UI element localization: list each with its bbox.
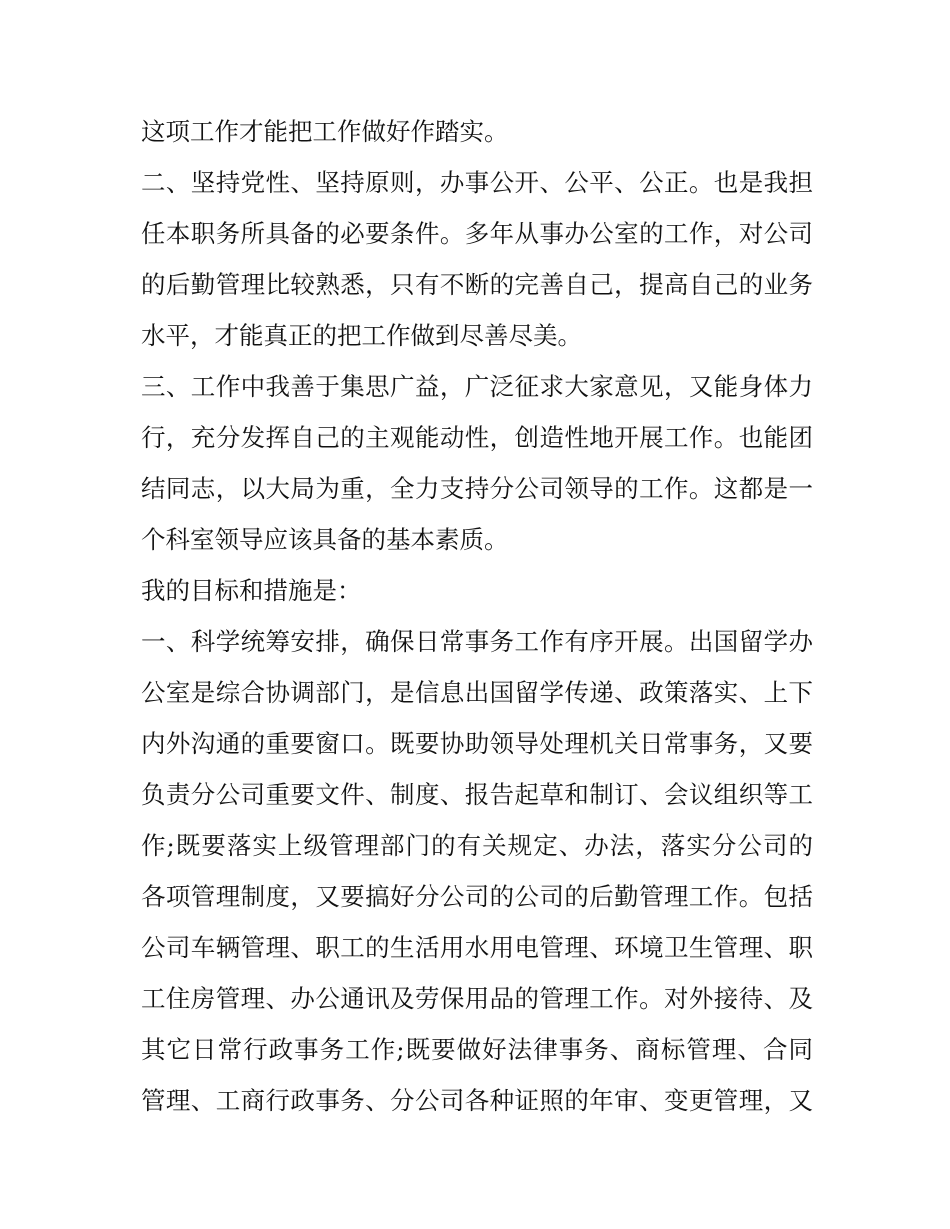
- text-line: 行，充分发挥自己的主观能动性，创造性地开展工作。也能团: [141, 423, 813, 452]
- text-line: 任本职务所具备的必要条件。多年从事办公室的工作，对公司: [141, 219, 813, 248]
- text-line: 公司车辆管理、职工的生活用水用电管理、环境卫生管理、职: [141, 933, 813, 962]
- text-line: 作;既要落实上级管理部门的有关规定、办法，落实分公司的: [141, 831, 813, 860]
- text-line: 其它日常行政事务工作;既要做好法律事务、商标管理、合同: [141, 1035, 813, 1064]
- text-line: 我的目标和措施是：: [141, 576, 362, 605]
- text-line: 结同志，以大局为重，全力支持分公司领导的工作。这都是一: [141, 474, 813, 503]
- text-line: 二、坚持党性、坚持原则，办事公开、公平、公正。也是我担: [141, 168, 813, 197]
- text-line: 管理、工商行政事务、分公司各种证照的年审、变更管理，又: [141, 1086, 813, 1115]
- text-line: 负责分公司重要文件、制度、报告起草和制订、会议组织等工: [141, 780, 813, 809]
- text-line: 一、科学统筹安排，确保日常事务工作有序开展。出国留学办: [141, 627, 813, 656]
- text-line: 工住房管理、办公通讯及劳保用品的管理工作。对外接待、及: [141, 984, 813, 1013]
- text-line: 的后勤管理比较熟悉，只有不断的完善自己，提高自己的业务: [141, 270, 813, 299]
- text-line: 各项管理制度，又要搞好分公司的公司的后勤管理工作。包括: [141, 882, 813, 911]
- text-line: 这项工作才能把工作做好作踏实。: [141, 117, 509, 146]
- document-body: [141, 106, 813, 1126]
- text-line: 公室是综合协调部门，是信息出国留学传递、政策落实、上下: [141, 678, 813, 707]
- text-line: 水平，才能真正的把工作做到尽善尽美。: [141, 321, 582, 350]
- text-line: 内外沟通的重要窗口。既要协助领导处理机关日常事务，又要: [141, 729, 813, 758]
- text-line: 个科室领导应该具备的基本素质。: [141, 525, 509, 554]
- text-line: 三、工作中我善于集思广益，广泛征求大家意见，又能身体力: [141, 372, 813, 401]
